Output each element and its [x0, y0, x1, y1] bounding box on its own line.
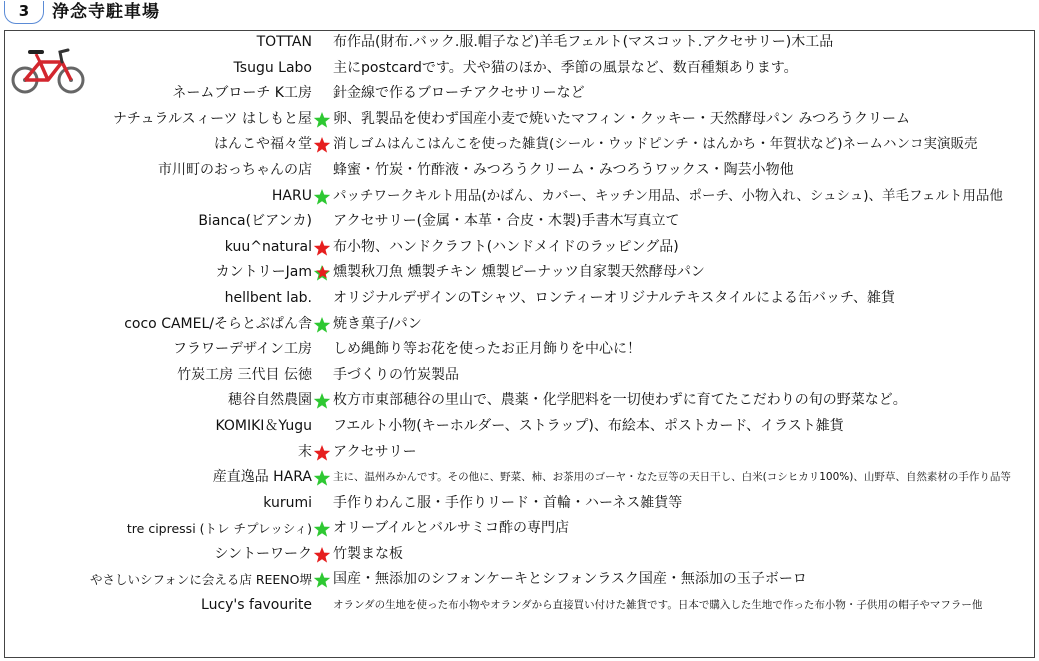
vendor-name: kuu^natural: [224, 238, 312, 255]
vendor-row: [0, 81, 1039, 107]
vendor-row: [0, 235, 1039, 261]
vendor-row: [0, 516, 1039, 542]
vendor-description: 卵、乳製品を使わず国産小麦で焼いたマフィン・クッキー・天然酵母パン みつろうクリーム: [333, 110, 911, 127]
vendor-name: 穂谷自然農園: [228, 392, 312, 409]
vendor-description: フエルト小物(キーホルダー、ストラップ)、布絵本、ポストカード、イラスト雑貨: [333, 417, 844, 434]
vendor-row: [0, 363, 1039, 389]
vendor-name: 竹炭工房 三代目 伝徳: [177, 366, 312, 383]
vendor-name: hellbent lab.: [224, 289, 312, 306]
green-star-icon: [313, 469, 331, 487]
red-star-icon: [313, 136, 331, 154]
green-star-icon: [313, 188, 331, 206]
vendor-row: [0, 312, 1039, 338]
vendor-name: tre cipressi (トレ チプレッシィ): [126, 521, 312, 537]
vendor-name: TOTTAN: [256, 34, 312, 50]
vendor-description: 蜂蜜・竹炭・竹酢液・みつろうクリーム・みつろうワックス・陶芸小物他: [333, 161, 794, 178]
vendor-name: HARU: [271, 187, 312, 204]
vendor-row: [0, 107, 1039, 133]
vendor-name: KOMIKI＆Yugu: [215, 417, 312, 434]
vendor-row: [0, 465, 1039, 491]
vendor-row: [0, 491, 1039, 517]
vendor-description: 枚方市東部穂谷の里山で、農薬・化学肥料を一切使わずに育てたこだわりの旬の野菜など。: [333, 392, 907, 409]
vendor-description: 竹製まな板: [333, 545, 403, 562]
vendor-description: 布作品(財布.バック.服.帽子など)羊毛フェルト(マスコット.アクセサリー)木工品: [333, 34, 834, 50]
red-star-icon: [313, 239, 331, 257]
two-tone-star-icon: [313, 264, 331, 282]
vendor-description: 燻製秋刀魚 燻製チキン 燻製ピーナッツ自家製天然酵母パン: [333, 264, 705, 281]
vendor-row: [0, 337, 1039, 363]
vendor-row: [0, 567, 1039, 593]
vendor-description: パッチワークキルト用品(かばん、カバー、キッチン用品、ポーチ、小物入れ、シュシュ)、羊毛フェルト用品他: [333, 187, 1003, 204]
vendor-name: Tsugu Labo: [233, 59, 312, 76]
vendor-description: 主に、温州みかんです。その他に、野菜、柿、お茶用のゴーヤ・なた豆等の天日干し、白米(コシヒカリ100%)、山野草、自然素材の手作り品等: [333, 471, 1011, 484]
green-star-icon: [313, 520, 331, 538]
vendor-row: [0, 542, 1039, 568]
vendor-row: [0, 414, 1039, 440]
vendor-name: kurumi: [263, 494, 312, 511]
vendor-description: オリーブイルとバルサミコ酢の専門店: [333, 520, 570, 537]
vendor-name: 市川町のおっちゃんの店: [158, 161, 312, 178]
green-star-icon: [313, 316, 331, 334]
vendor-description: 国産・無添加のシフォンケーキとシフォンラスク国産・無添加の玉子ボーロ: [333, 571, 807, 588]
red-star-icon: [313, 444, 331, 462]
red-star-icon: [313, 546, 331, 564]
green-star-icon: [313, 392, 331, 410]
vendor-row: [0, 593, 1039, 619]
vendor-name: Lucy's favourite: [201, 597, 312, 614]
section-number-badge: 3: [4, 1, 44, 24]
vendor-row: [0, 388, 1039, 414]
vendor-name: ネームブローチ K工房: [172, 85, 312, 102]
vendor-name: 末: [298, 443, 312, 460]
vendor-name: 産直逸品 HARA: [212, 469, 312, 486]
vendor-name: coco CAMEL/そらとぶぱん舎: [124, 315, 312, 332]
vendor-description: 消しゴムはんこはんこを使った雑貨(シール・ウッドピンチ・はんかち・年賀状など)ネームハンコ実演販売: [333, 136, 978, 153]
vendor-name: カントリーJam: [215, 264, 312, 281]
vendor-name: Bianca(ビアンカ): [198, 213, 312, 230]
vendor-row: [0, 30, 1039, 56]
vendor-row: [0, 184, 1039, 210]
vendor-description: 手作りわんこ服・手作りリード・首輪・ハーネス雑貨等: [333, 494, 683, 511]
green-star-icon: [313, 571, 331, 589]
vendor-description: しめ縄飾り等お花を使ったお正月飾りを中心に！: [333, 341, 641, 358]
vendor-description: 布小物、ハンドクラフト(ハンドメイドのラッピング品): [333, 238, 679, 255]
vendor-description: オランダの生地を使った布小物やオランダから直接買い付けた雑貨です。日本で購入した生地で作った布小物・子供用の帽子やマフラー他: [333, 599, 983, 612]
vendor-row: [0, 260, 1039, 286]
vendor-row: [0, 132, 1039, 158]
vendor-description: 焼き菓子/パン: [333, 315, 422, 332]
vendor-name: ナチュラルスィーツ はしもと屋: [112, 110, 312, 127]
vendor-row: [0, 56, 1039, 82]
vendor-name: フラワーデザイン工房: [172, 341, 312, 358]
vendor-description: アクセサリー: [333, 443, 417, 460]
vendor-row: [0, 286, 1039, 312]
vendor-description: 主にpostcardです。犬や猫のほか、季節の風景など、数百種類あります。: [333, 59, 798, 76]
vendor-row: [0, 158, 1039, 184]
vendor-description: アクセサリー(金属・本革・合皮・木製)手書木写真立て: [333, 213, 680, 230]
vendor-name: はんこや福々堂: [214, 136, 312, 153]
vendor-list: [0, 30, 1039, 619]
vendor-description: 針金線で作るブローチアクセサリーなど: [333, 85, 585, 102]
vendor-row: [0, 440, 1039, 466]
vendor-row: [0, 209, 1039, 235]
section-title: 浄念寺駐車場: [52, 2, 160, 22]
vendor-description: 手づくりの竹炭製品: [333, 366, 459, 383]
vendor-name: シントーワーク: [214, 545, 312, 562]
green-star-icon: [313, 111, 331, 129]
vendor-name: やさしいシフォンに会える店 REENO堺: [89, 572, 312, 588]
vendor-description: オリジナルデザインのTシャツ、ロンティーオリジナルテキスタイルによる缶バッチ、雑貨: [333, 289, 895, 306]
